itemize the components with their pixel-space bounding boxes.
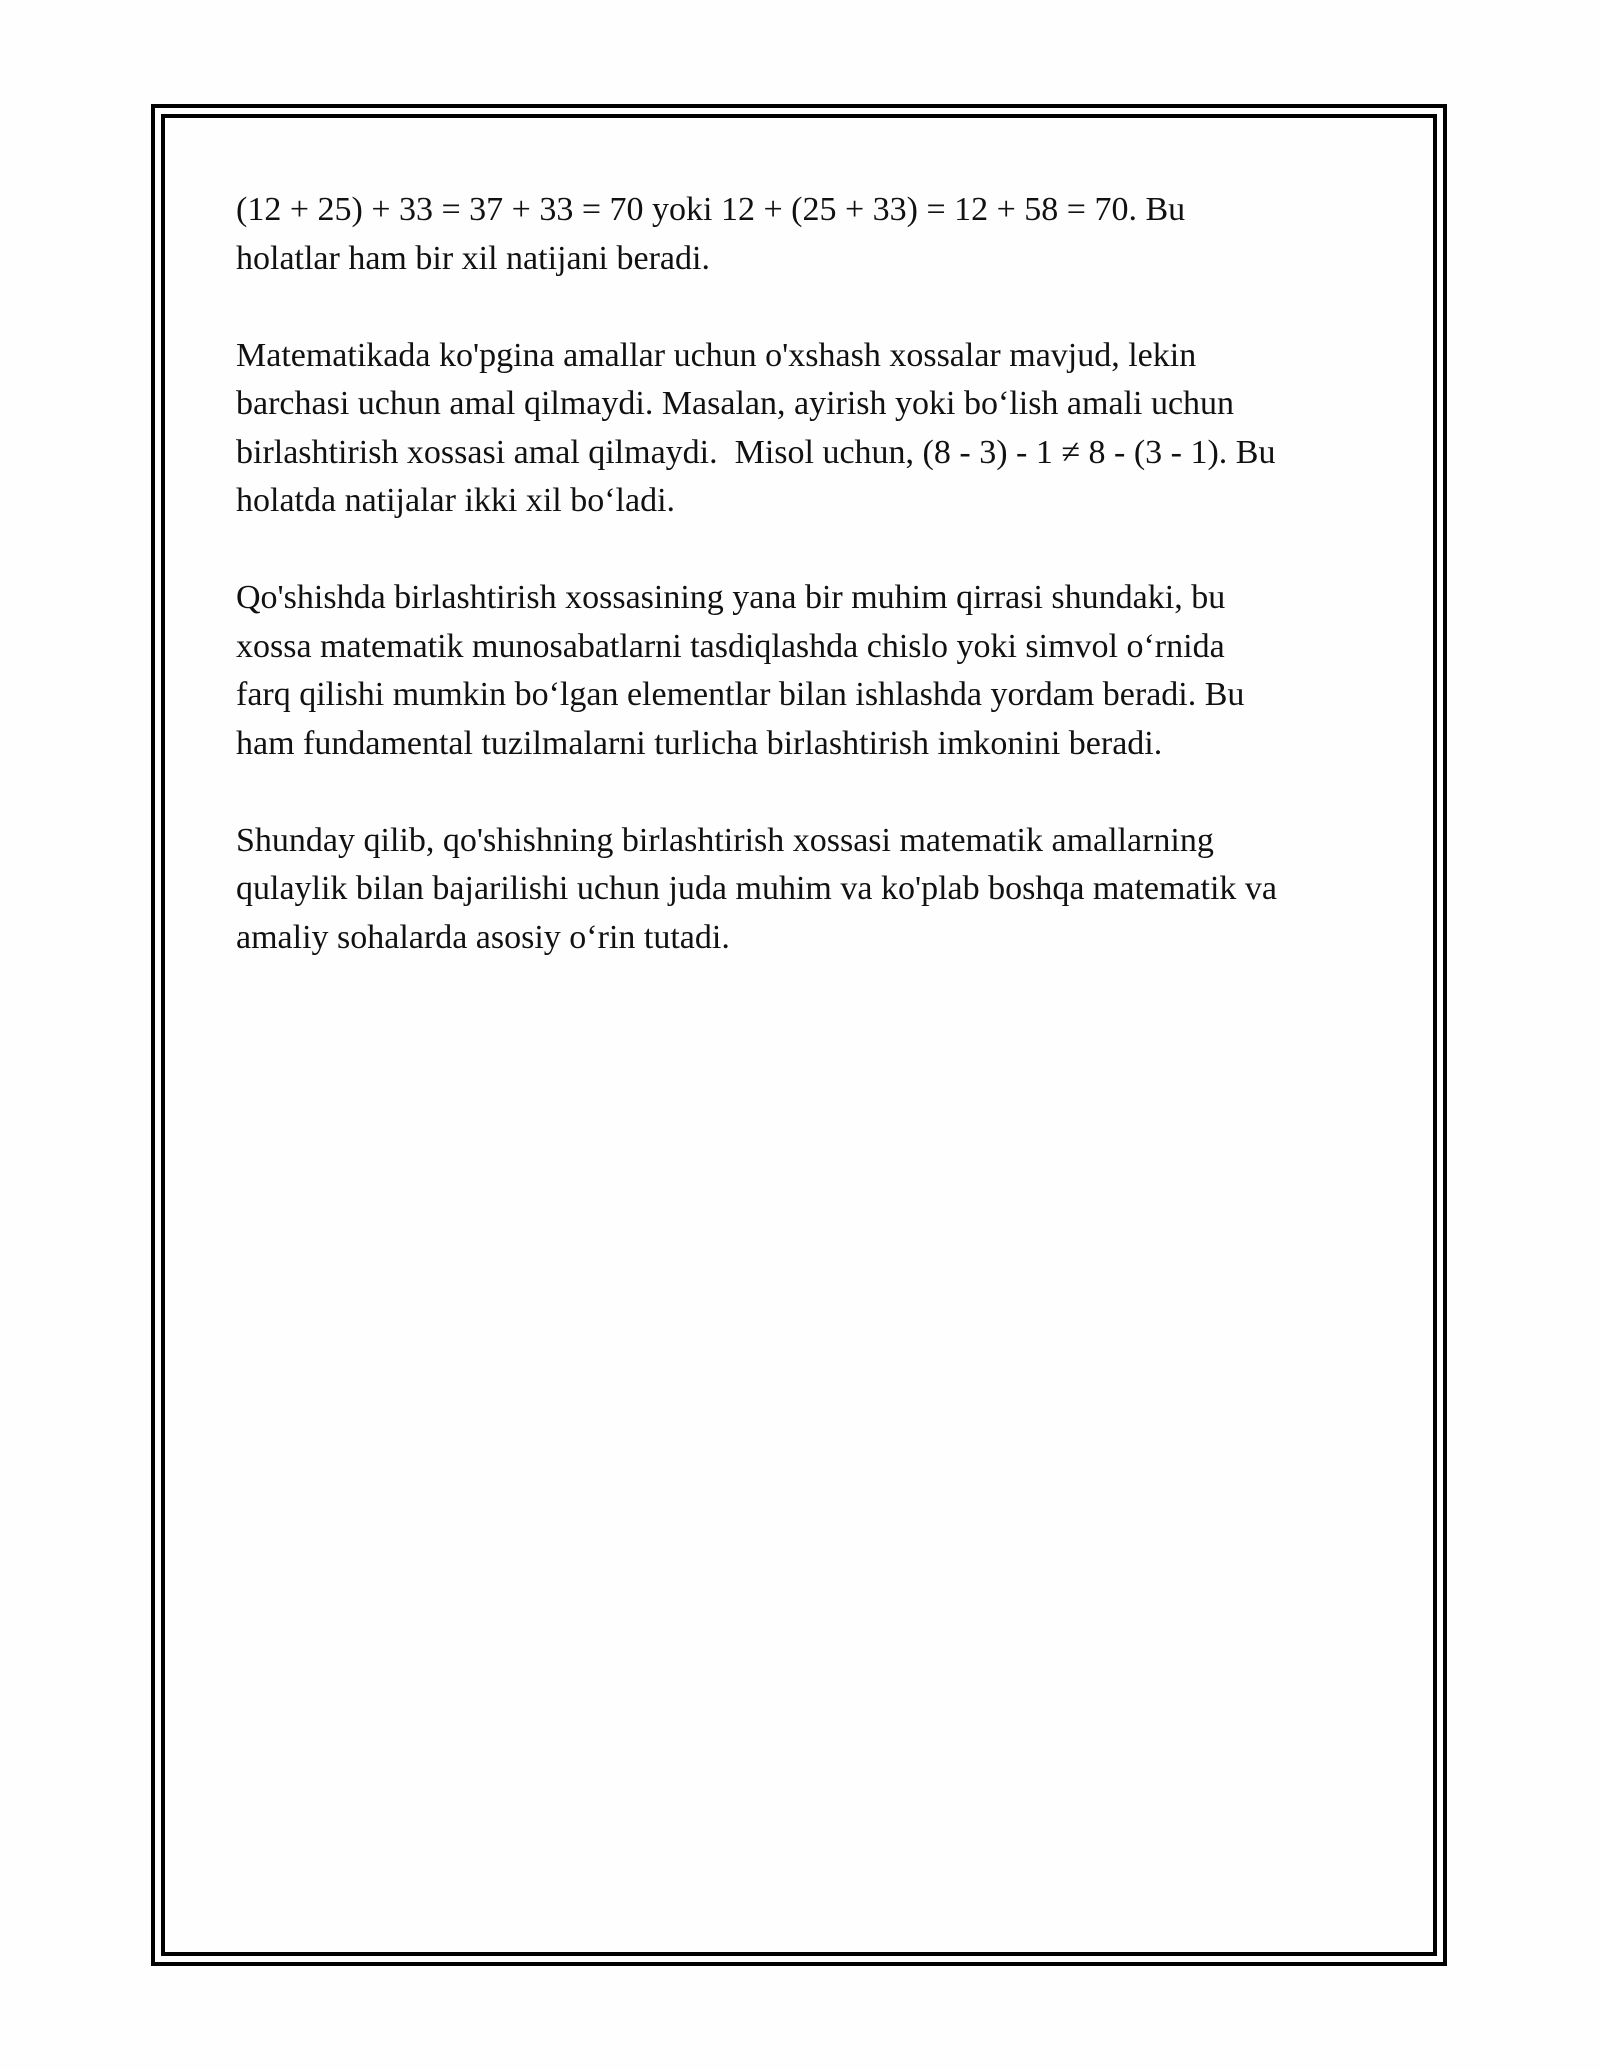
text-line: farq qilishi mumkin bo‘lgan elementlar bilan ishlashda yordam beradi. Bu <box>236 676 1245 713</box>
text-line: Matematikada ko'pgina amallar uchun o'xshash xossalar mavjud, lekin <box>236 336 1197 374</box>
text-line: Qo'shishda birlashtirish xossasining yana bir muhim qirrasi shundaki, bu <box>236 579 1226 616</box>
text-line: birlashtirish xossasi amal qilmaydi. Misol uchun, (8 - 3) - 1 ≠ 8 - (3 - 1). Bu <box>236 433 1276 471</box>
text-line: ham fundamental tuzilmalarni turlicha birlashtirish imkonini beradi. <box>236 724 1163 762</box>
paragraph-non-associative-operations <box>236 332 1386 526</box>
text-line: (12 + 25) + 33 = 37 + 33 = 70 yoki 12 + (25 + 33) = 12 + 58 = 70. Bu <box>236 191 1186 228</box>
paragraph-associativity-example <box>236 186 1386 283</box>
text-line: Shunday qilib, qo'shishning birlashtirish xossasi matematik amallarning <box>236 821 1214 859</box>
document-body <box>236 186 1386 1011</box>
text-line: barchasi uchun amal qilmaydi. Masalan, ayirish yoki bo‘lish amali uchun <box>236 385 1235 422</box>
text-line: qulaylik bilan bajarilishi uchun juda muhim va ko'plab boshqa matematik va <box>236 870 1278 907</box>
text-line: holatda natijalar ikki xil bo‘ladi. <box>236 482 676 519</box>
text-line: xossa matematik munosabatlarni tasdiqlashda chislo yoki simvol o‘rnida <box>236 627 1225 665</box>
paragraph-symbolic-elements <box>236 574 1386 768</box>
paragraph-conclusion <box>236 817 1386 963</box>
text-line: holatlar ham bir xil natijani beradi. <box>236 239 710 277</box>
text-line: amaliy sohalarda asosiy o‘rin tutadi. <box>236 918 730 956</box>
